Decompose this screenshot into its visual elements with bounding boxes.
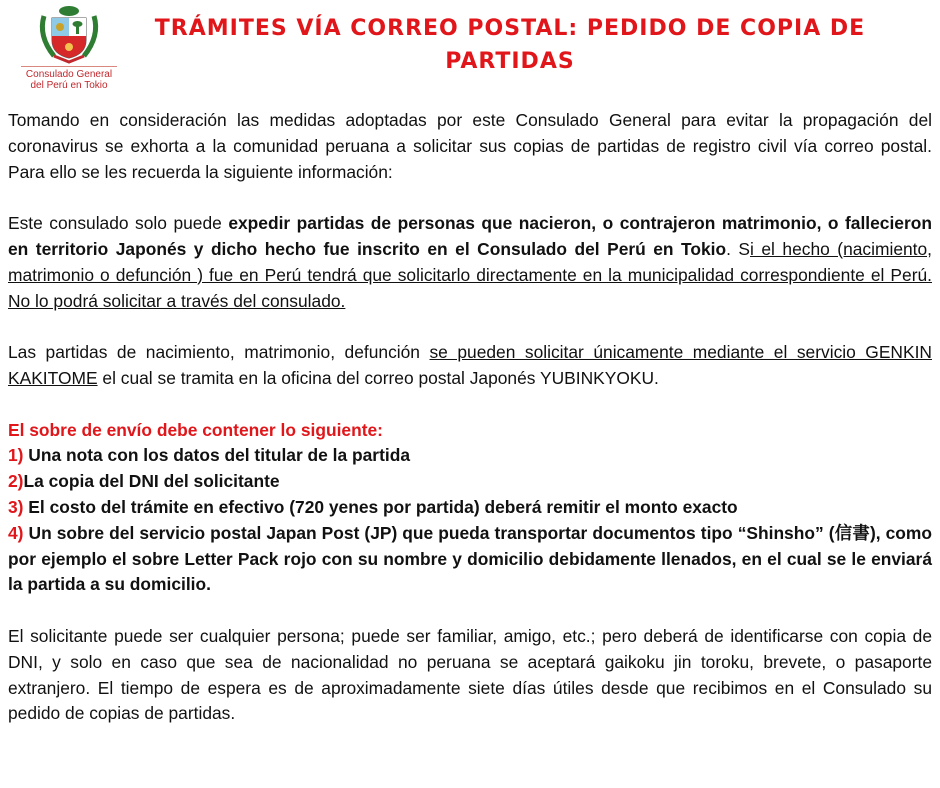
service-underlined: se pueden solicitar únicamente mediante el servicio GENKIN KAKITOME xyxy=(8,342,932,388)
page-title xyxy=(140,12,880,78)
service-paragraph xyxy=(8,340,932,392)
header xyxy=(0,0,940,100)
eligibility-bold: expedir partidas de personas que nacieron, o contrajeron matrimonio, o fallecieron en territorio Japonés y dicho hecho fue inscrito en el Consulado del Perú en Tokio xyxy=(8,213,932,259)
requirement-text: Una nota con los datos del titular de la partida xyxy=(23,445,410,466)
requirement-number: 4) xyxy=(8,522,24,543)
requirement-text: La copia del DNI del solicitante xyxy=(23,471,280,492)
requirements-list xyxy=(8,418,932,599)
consulate-logo xyxy=(14,4,124,98)
logo-divider xyxy=(21,66,117,67)
service-tail: el cual se tramita en la oficina del correo postal Japonés YUBINKYOKU. xyxy=(97,367,659,388)
logo-text-line2: del Perú en Tokio xyxy=(30,80,108,91)
requirement-item-4 xyxy=(8,521,932,598)
title-line2: PARTIDAS xyxy=(445,49,575,74)
requirement-item-3 xyxy=(8,495,932,521)
requirement-text: El costo del trámite en efectivo (720 yenes por partida) deberá remitir el monto exacto xyxy=(23,496,738,517)
intro-paragraph: Tomando en consideración las medidas adoptadas por este Consulado General para evitar la propagación del coronavirus se exhorta a la comunidad peruana a solicitar sus copias de partidas de registro civil vía correo postal. Para ello se les recuerda la siguiente información: xyxy=(8,110,932,182)
requirement-number: 2) xyxy=(8,471,24,492)
applicant-paragraph: El solicitante puede ser cualquier persona; puede ser familiar, amigo, etc.; pero deberá de identificarse con copia de DNI, y solo en caso que sea de nacionalidad no peruana se aceptará gaikoku jin toroku, brevete, o pasaporte extranjero. El tiempo de espera es de aproximadamente siete días útiles desde que recibimos en el Consulado su pedido de copias de partidas. xyxy=(8,625,932,724)
logo-text-line1: Consulado General xyxy=(25,69,113,80)
title-line1: TRÁMITES VÍA CORREO POSTAL: PEDIDO DE COPIA DE xyxy=(154,16,866,41)
eligibility-lead: Este consulado solo puede xyxy=(8,213,229,234)
requirement-text: Un sobre del servicio postal Japan Post (JP) que pueda transportar documentos tipo “Shinsho” (信書), como por ejemplo el sobre Letter Pack rojo con su nombre y domicilio debidamente llenados, en el cual se le enviará la partida a su domicilio. xyxy=(8,522,932,595)
eligibility-underlined: i el hecho (nacimiento, matrimonio o defunción ) fue en Perú tendrá que solicitarlo directamente en la municipalidad correspondiente el Perú. No lo podrá solicitar a través del consulado. xyxy=(8,238,932,311)
document-body xyxy=(8,108,932,727)
requirement-item-2 xyxy=(8,469,932,495)
eligibility-paragraph xyxy=(8,211,932,314)
requirement-item-1 xyxy=(8,443,932,469)
eligibility-after-bold: . S xyxy=(726,238,751,259)
requirements-heading: El sobre de envío debe contener lo siguiente: xyxy=(8,419,383,440)
peru-coat-of-arms-icon xyxy=(34,4,104,64)
requirement-number: 3) xyxy=(8,496,24,517)
service-lead: Las partidas de nacimiento, matrimonio, defunción xyxy=(8,342,430,363)
requirement-number: 1) xyxy=(8,445,24,466)
